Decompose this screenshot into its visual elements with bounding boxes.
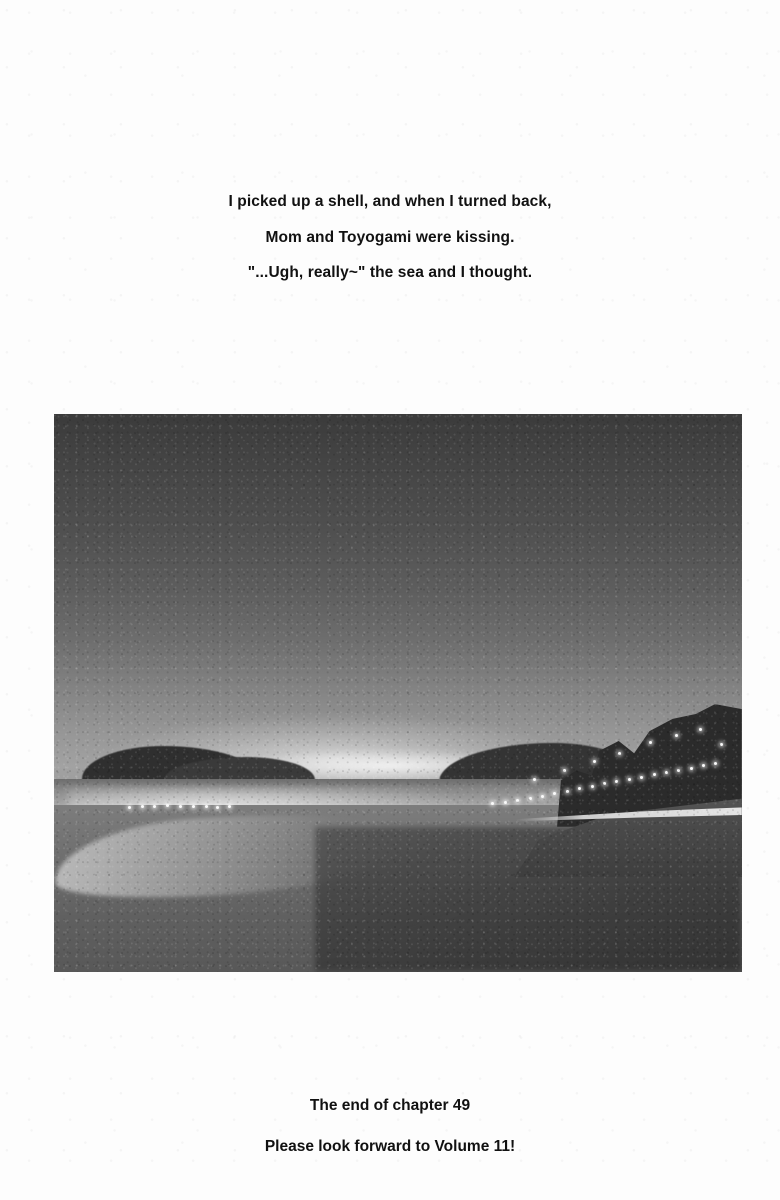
footer-block (0, 1098, 780, 1179)
chapter-end-label: The end of chapter 49 (309, 1097, 471, 1114)
beach-artwork-panel (54, 414, 742, 972)
caption-block (0, 194, 780, 301)
caption-line-1: I picked up a shell, and when I turned back, (228, 193, 552, 210)
caption-line-2: Mom and Toyogami were kissing. (265, 228, 515, 246)
next-volume-note: Please look forward to Volume 11! (264, 1137, 516, 1155)
caption-line-3: "...Ugh, really~" the sea and I thought. (247, 264, 533, 281)
